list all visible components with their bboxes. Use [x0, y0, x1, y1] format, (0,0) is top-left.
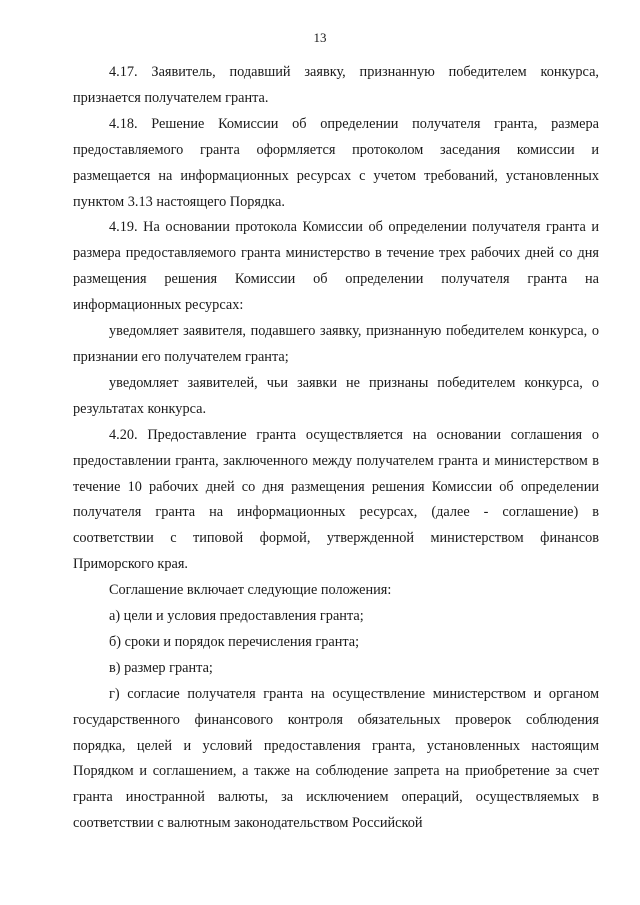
paragraph-notify-winner: уведомляет заявителя, подавшего заявку, признанную победителем конкурса, о признании его получателем гранта; — [73, 323, 599, 365]
paragraph-4-20: 4.20. Предоставление гранта осуществляется на основании соглашения о предоставлении гранта, заключенного между получателем гранта и министерством в течение 10 рабочих дней со дня размещения решения Комиссии об определении получателя гранта на информационных ресурсах, (далее - соглашение) в соответствии с типовой формой, утвержденной министерством финансов Приморского края. — [73, 426, 599, 573]
list-item-g: г) согласие получателя гранта на осуществление министерством и органом государственного финансового контроля обязательных проверок соблюдения порядка, целей и условий предоставления гранта, установленных настоящим Порядком и соглашением, а также на соблюдение запрета на приобретение за счет гранта иностранной валюты, за исключением операций, осуществляемых в соответствии с валютным законодательством Российской — [73, 685, 599, 832]
document-body — [73, 60, 599, 837]
paragraph-4-19: 4.19. На основании протокола Комиссии об определении получателя гранта и размера предоставляемого гранта министерство в течение трех рабочих дней со дня размещения решения Комиссии об определении получателя гранта на информационных ресурсах: — [73, 219, 599, 314]
list-item-a: а) цели и условия предоставления гранта; — [109, 608, 364, 625]
paragraph-agreement-intro: Соглашение включает следующие положения: — [109, 582, 392, 599]
page-number: 13 — [313, 30, 327, 45]
list-item-b: б) сроки и порядок перечисления гранта; — [109, 633, 360, 650]
paragraph-4-17: 4.17. Заявитель, подавший заявку, признанную победителем конкурса, признается получателем гранта. — [73, 64, 599, 106]
paragraph-4-18: 4.18. Решение Комиссии об определении получателя гранта, размера предоставляемого гранта оформляется протоколом заседания комиссии и размещается на информационных ресурсах с учетом требований, установленных пунктом 3.13 настоящего Порядка. — [73, 115, 599, 210]
list-item-v: в) размер гранта; — [109, 659, 213, 676]
paragraph-notify-others: уведомляет заявителей, чьи заявки не признаны победителем конкурса, о результатах конкурса. — [73, 374, 599, 417]
